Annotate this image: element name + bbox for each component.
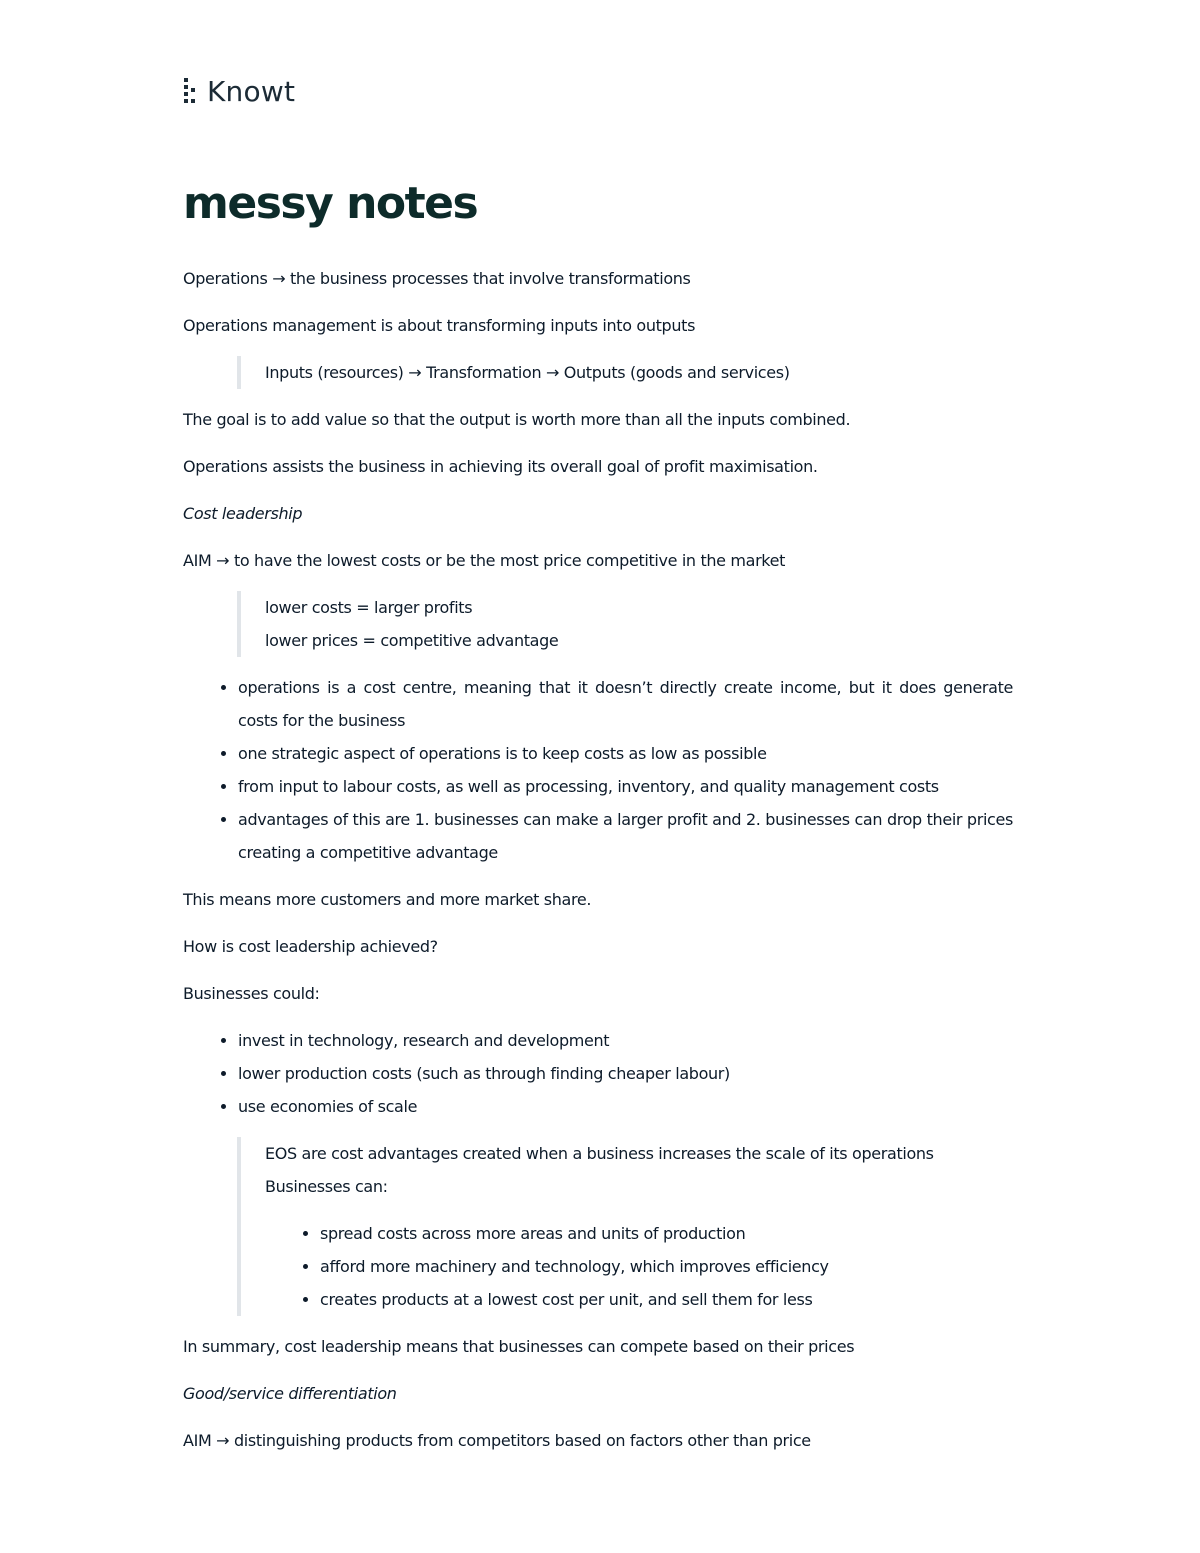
list-item: • one strategic aspect of operations is to keep costs as low as possible (238, 737, 1013, 770)
section-heading: Good/service differentiation (183, 1384, 397, 1403)
list-item: • spread costs across more areas and units of production (320, 1217, 1013, 1250)
blockquote (237, 591, 1013, 657)
paragraph: The goal is to add value so that the output is worth more than all the inputs combined. (183, 410, 851, 429)
paragraph: Businesses could: (183, 984, 320, 1003)
paragraph: Operations assists the business in achieving its overall goal of profit maximisation. (183, 457, 818, 476)
paragraph: AIM → to have the lowest costs or be the most price competitive in the market (183, 551, 786, 570)
quote-line: lower costs = larger profits (265, 598, 473, 617)
list-item: • operations is a cost centre, meaning that it doesn’t directly create income, but it does generate costs for the business (238, 671, 1013, 737)
list-item: • use economies of scale (238, 1090, 1013, 1123)
list-item: • creates products at a lowest cost per unit, and sell them for less (320, 1283, 1013, 1316)
blockquote (237, 356, 1013, 389)
quote-line: Businesses can: (265, 1177, 388, 1196)
notes-content (183, 262, 1013, 1471)
paragraph: In summary, cost leadership means that businesses can compete based on their prices (183, 1337, 855, 1356)
list-item: • invest in technology, research and development (238, 1024, 1013, 1057)
paragraph: AIM → distinguishing products from competitors based on factors other than price (183, 1431, 811, 1450)
nested-bullet-list (265, 1217, 1013, 1316)
quote-line: EOS are cost advantages created when a business increases the scale of its operations (265, 1144, 934, 1163)
list-item: • afford more machinery and technology, which improves efficiency (320, 1250, 1013, 1283)
paragraph: Operations → the business processes that involve transformations (183, 269, 691, 288)
page-title: messy notes (183, 178, 478, 229)
knowt-logo-icon (183, 76, 199, 106)
brand-header (183, 74, 295, 108)
paragraph: This means more customers and more market share. (183, 890, 592, 909)
quote-line: lower prices = competitive advantage (265, 631, 559, 650)
paragraph: How is cost leadership achieved? (183, 937, 438, 956)
list-item: • lower production costs (such as through finding cheaper labour) (238, 1057, 1013, 1090)
section-heading: Cost leadership (183, 504, 303, 523)
paragraph: Operations management is about transforming inputs into outputs (183, 316, 696, 335)
brand-name: Knowt (207, 74, 296, 108)
bullet-list (183, 1024, 1013, 1123)
quote-line: Inputs (resources) → Transformation → Outputs (goods and services) (265, 363, 790, 382)
list-item: • advantages of this are 1. businesses can make a larger profit and 2. businesses can drop their prices creating a competitive advantage (238, 803, 1013, 869)
list-item: • from input to labour costs, as well as processing, inventory, and quality management costs (238, 770, 1013, 803)
bullet-list (183, 671, 1013, 869)
blockquote (237, 1137, 1013, 1316)
